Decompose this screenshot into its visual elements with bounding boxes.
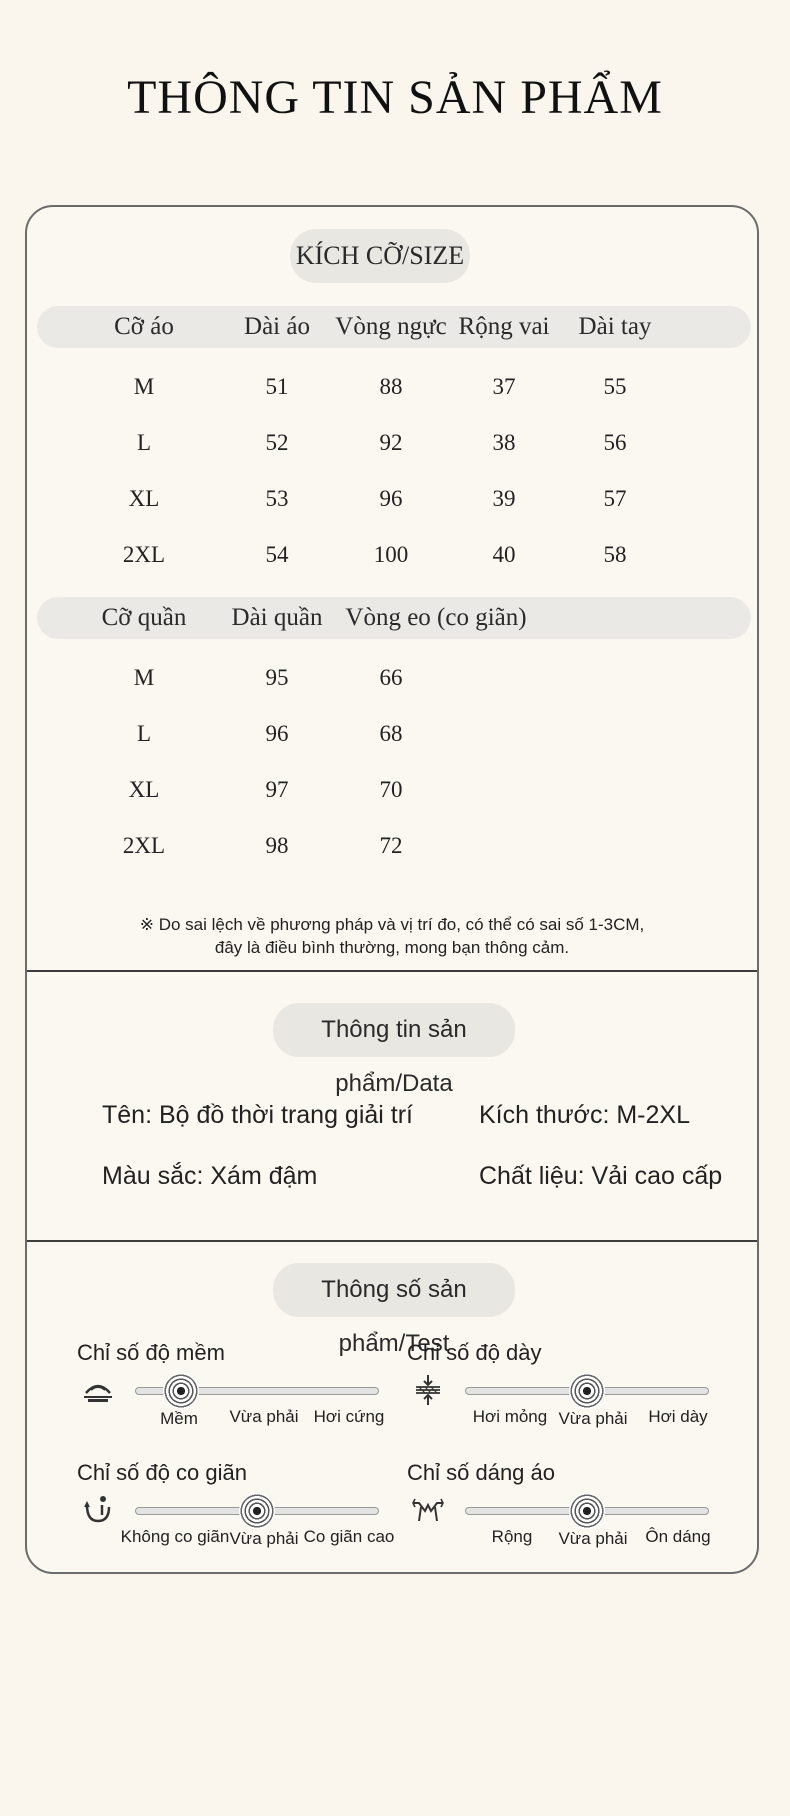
table-cell: 56 bbox=[603, 430, 627, 455]
table-cell: 95 bbox=[265, 665, 289, 690]
product-color: Màu sắc: Xám đậm bbox=[102, 1162, 318, 1190]
table-cell: 53 bbox=[265, 486, 289, 511]
thickness-slider-knob bbox=[569, 1373, 605, 1409]
softness-icon bbox=[81, 1373, 115, 1407]
measurement-note-line2: đây là điều bình thường, mong bạn thông cảm. bbox=[214, 938, 570, 957]
scale-label: Ôn dáng bbox=[645, 1527, 711, 1546]
thickness-icon bbox=[411, 1373, 445, 1407]
scale-label: Vừa phải bbox=[558, 1529, 628, 1548]
table-cell: 96 bbox=[265, 721, 289, 746]
pants-col-waist: Vòng eo (co giãn) bbox=[345, 604, 527, 631]
table-cell: 96 bbox=[379, 486, 403, 511]
table-cell: 2XL bbox=[122, 542, 166, 567]
size-section-label: KÍCH CỠ/SIZE bbox=[290, 229, 470, 283]
table-cell: 68 bbox=[379, 721, 403, 746]
product-material: Chất liệu: Vải cao cấp bbox=[479, 1162, 723, 1190]
fit-slider-knob bbox=[569, 1493, 605, 1529]
table-cell: 57 bbox=[603, 486, 627, 511]
scale-label: Hơi cứng bbox=[313, 1407, 385, 1426]
shirt-col-shoulder: Rộng vai bbox=[458, 313, 550, 340]
pants-header-row bbox=[37, 597, 751, 639]
metric-title: Chỉ số dáng áo bbox=[407, 1460, 555, 1485]
scale-label: Mềm bbox=[160, 1409, 198, 1428]
stretch-icon bbox=[81, 1493, 115, 1527]
table-cell: M bbox=[133, 665, 155, 690]
shirt-col-length: Dài áo bbox=[244, 313, 310, 340]
shirt-col-chest: Vòng ngực bbox=[335, 313, 447, 340]
table-cell: 58 bbox=[603, 542, 627, 567]
table-cell: 98 bbox=[265, 833, 289, 858]
scale-label: Hơi mỏng bbox=[472, 1407, 548, 1426]
product-name: Tên: Bộ đồ thời trang giải trí bbox=[102, 1101, 413, 1129]
scale-label: Vừa phải bbox=[229, 1407, 299, 1426]
table-cell: 66 bbox=[379, 665, 403, 690]
table-cell: XL bbox=[128, 777, 160, 802]
measurement-note-line1: ※ Do sai lệch về phương pháp và vị trí đo, có thể có sai số 1-3CM, bbox=[139, 915, 645, 934]
table-cell: 39 bbox=[492, 486, 516, 511]
table-cell: 72 bbox=[379, 833, 403, 858]
table-cell: 40 bbox=[492, 542, 516, 567]
page-title: THÔNG TIN SẢN PHẨM bbox=[127, 71, 663, 124]
shirt-col-sleeve: Dài tay bbox=[578, 313, 652, 340]
test-section-label: Thông số sản phẩm/Test bbox=[273, 1263, 515, 1317]
shirt-col-size: Cỡ áo bbox=[114, 313, 174, 340]
product-size-range: Kích thước: M-2XL bbox=[479, 1101, 690, 1129]
table-cell: L bbox=[136, 721, 152, 746]
table-cell: 51 bbox=[265, 374, 289, 399]
scale-label: Co giãn cao bbox=[303, 1527, 395, 1546]
fit-icon bbox=[411, 1493, 445, 1527]
table-cell: M bbox=[133, 374, 155, 399]
scale-label: Vừa phải bbox=[558, 1409, 628, 1428]
table-cell: 70 bbox=[379, 777, 403, 802]
section-divider bbox=[27, 1240, 757, 1242]
table-cell: XL bbox=[128, 486, 160, 511]
table-cell: 100 bbox=[373, 542, 409, 567]
table-cell: L bbox=[136, 430, 152, 455]
scale-label: Vừa phải bbox=[229, 1529, 299, 1548]
table-cell: 55 bbox=[603, 374, 627, 399]
metric-title: Chỉ số độ dày bbox=[407, 1340, 542, 1365]
table-cell: 92 bbox=[379, 430, 403, 455]
product-info-card bbox=[25, 205, 759, 1574]
softness-slider-knob bbox=[163, 1373, 199, 1409]
scale-label: Rộng bbox=[491, 1527, 533, 1546]
scale-label: Hơi dày bbox=[648, 1407, 708, 1426]
table-cell: 2XL bbox=[122, 833, 166, 858]
table-cell: 37 bbox=[492, 374, 516, 399]
scale-label: Không co giãn bbox=[120, 1527, 230, 1546]
table-cell: 88 bbox=[379, 374, 403, 399]
table-cell: 97 bbox=[265, 777, 289, 802]
pants-col-size: Cỡ quần bbox=[101, 604, 187, 631]
data-section-label: Thông tin sản phẩm/Data bbox=[273, 1003, 515, 1057]
table-cell: 52 bbox=[265, 430, 289, 455]
stretch-slider-knob bbox=[239, 1493, 275, 1529]
metric-title: Chỉ số độ mềm bbox=[77, 1340, 225, 1365]
table-cell: 38 bbox=[492, 430, 516, 455]
pants-col-length: Dài quần bbox=[231, 604, 323, 631]
table-cell: 54 bbox=[265, 542, 289, 567]
metric-title: Chỉ số độ co giãn bbox=[77, 1460, 247, 1485]
section-divider bbox=[27, 970, 757, 972]
shirt-header-row bbox=[37, 306, 751, 348]
